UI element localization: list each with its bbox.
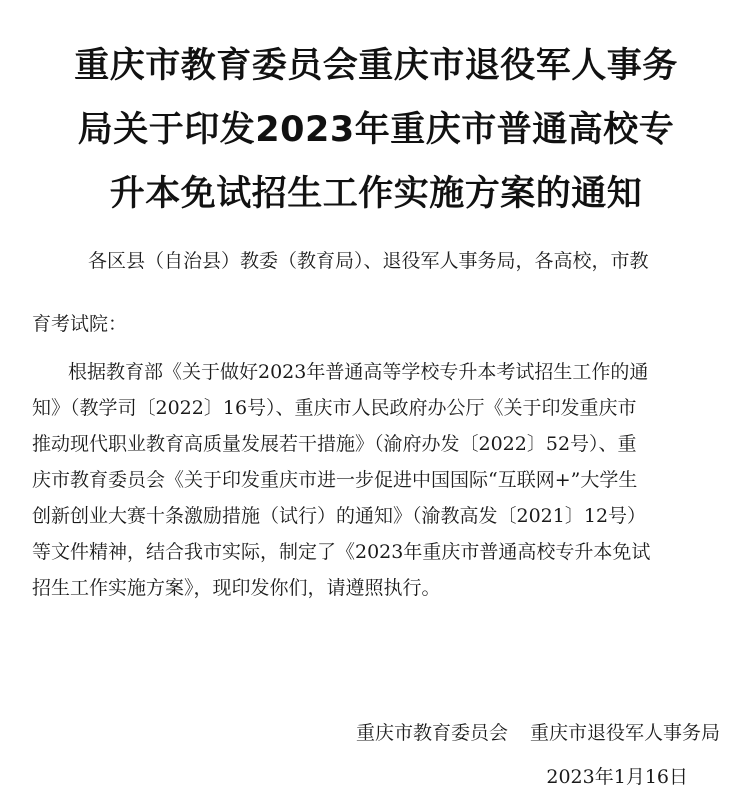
body-paragraph (32, 354, 722, 606)
signature-block (356, 718, 720, 745)
issue-date: 2023年1月16日 (546, 766, 688, 788)
salutation-line: 育考试院： (32, 313, 128, 335)
paragraph-line: 创新创业大赛十条激励措施（试行）的通知》（渝教高发〔2021〕12号） (32, 505, 647, 527)
title-line: 升本免试招生工作实施方案的通知 (109, 174, 643, 214)
salutation-line: 各区县（自治县）教委（教育局）、退役军人事务局，各高校，市教 (88, 250, 649, 272)
title-line: 重庆市教育委员会重庆市退役军人事务 (74, 46, 678, 86)
paragraph-line: 根据教育部《关于做好2023年普通高等学校专升本考试招生工作的通 (68, 361, 649, 383)
title-line: 局关于印发2023年重庆市普通高校专 (77, 110, 675, 150)
issuer-veterans-bureau: 重庆市退役军人事务局 (529, 722, 720, 744)
paragraph-line: 招生工作实施方案》，现印发你们，请遵照执行。 (32, 577, 441, 599)
paragraph-line: 知》（教学司〔2022〕16号）、重庆市人民政府办公厅《关于印发重庆市 (32, 397, 637, 419)
paragraph-line: 推动现代职业教育高质量发展若干措施》（渝府办发〔2022〕52号）、重 (32, 433, 637, 455)
document-title (0, 34, 752, 226)
paragraph-line: 庆市教育委员会《关于印发重庆市进一步促进中国国际“互联网+”大学生 (32, 469, 638, 491)
issuer-education-commission: 重庆市教育委员会 (355, 722, 508, 744)
paragraph-line: 等文件精神，结合我市实际，制定了《2023年重庆市普通高校专升本免试 (32, 541, 651, 563)
